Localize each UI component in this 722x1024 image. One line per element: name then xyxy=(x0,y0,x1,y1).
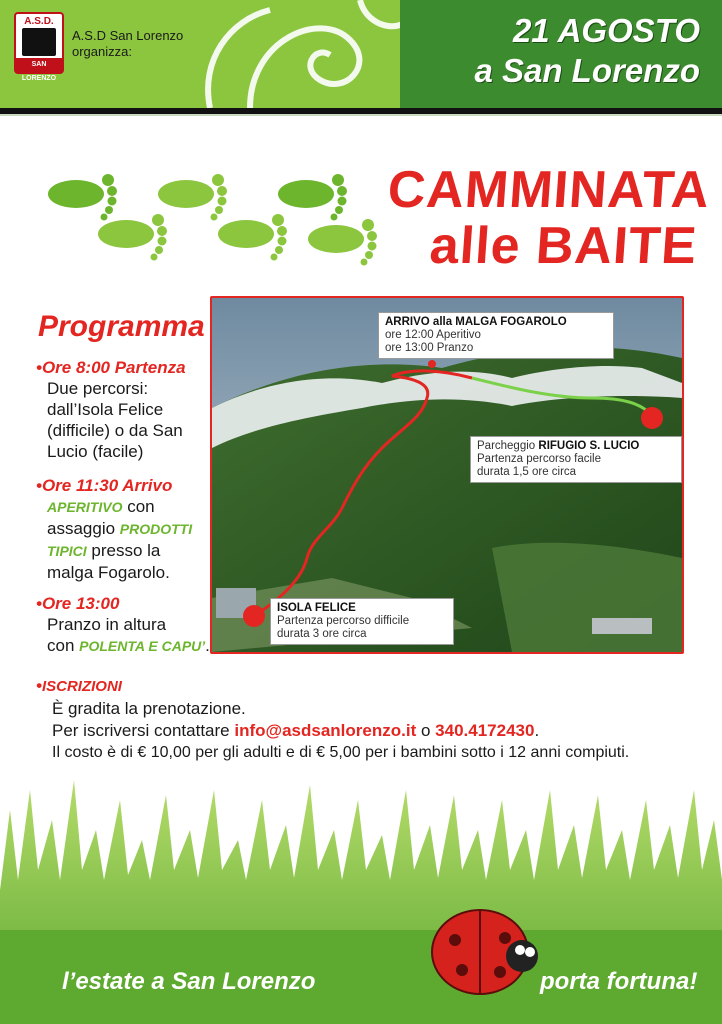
arrivo-label: ARRIVO alla MALGA FOGAROLO ore 12:00 Aperitivo ore 13:00 Pranzo xyxy=(378,312,614,359)
isola-felice-label: ISOLA FELICE Partenza percorso difficile durata 3 ore circa xyxy=(270,598,454,645)
programma-item-3-heading: •Ore 13:00 xyxy=(36,594,120,613)
iscrizioni-heading: •ISCRIZIONI xyxy=(36,676,122,695)
iscrizioni-line-3: Il costo è di € 10,00 per gli adulti e di € 5,00 per i bambini sotto i 12 anni compiuti. xyxy=(52,744,630,761)
programma-heading: Programma xyxy=(38,310,205,343)
footprint-icon xyxy=(278,174,347,221)
programma-item-2 xyxy=(36,476,216,583)
logo-top-text: A.S.D. xyxy=(24,16,54,27)
footprint-icon xyxy=(308,219,377,266)
contact-email[interactable]: info@asdsanlorenzo.it xyxy=(234,721,417,740)
organizer-name: A.S.D San Lorenzo xyxy=(72,28,184,43)
slogan-right: porta fortuna! xyxy=(540,968,698,995)
logo-bottom-text: SAN LORENZO xyxy=(16,58,62,72)
programma-item-1-text: Due percorsi: dall’Isola Felice (difficile) o da San Lucio (facile) xyxy=(47,379,183,461)
event-place: a San Lorenzo xyxy=(474,52,700,89)
logo-emblem xyxy=(22,28,56,56)
programma-item-3 xyxy=(36,594,216,657)
rifugio-marker xyxy=(641,407,663,429)
club-logo xyxy=(14,12,64,82)
event-title-line1: CAMMINATA xyxy=(385,161,712,219)
programma-item-1 xyxy=(36,358,216,462)
parcheggio-label: Parcheggio RIFUGIO S. LUCIO Partenza percorso facile durata 1,5 ore circa xyxy=(470,436,682,483)
footprint-icon xyxy=(98,214,167,261)
programma-item-3-text: Pranzo in altura con POLENTA E CAPU’. xyxy=(47,615,210,655)
slogan-left: l’estate a San Lorenzo xyxy=(62,968,316,995)
iscrizioni-line-1: È gradita la prenotazione. xyxy=(52,699,246,718)
footprints-decoration xyxy=(36,160,386,280)
programma-item-2-heading: •Ore 11:30 Arrivo xyxy=(36,476,173,495)
footprint-icon xyxy=(218,214,287,261)
route-map xyxy=(210,296,684,654)
organizer-subtitle: organizza: xyxy=(72,44,132,59)
programma-item-1-heading: •Ore 8:00 Partenza xyxy=(36,358,186,377)
header-divider-light xyxy=(0,114,722,116)
malga-marker xyxy=(428,360,436,368)
contact-phone[interactable]: 340.4172430 xyxy=(435,721,535,740)
programma-item-2-text: APERITIVO con assaggio PRODOTTI TIPICI presso la malga Fogarolo. xyxy=(47,497,193,582)
event-date: 21 AGOSTO xyxy=(512,12,700,49)
iscrizioni-line-2: Per iscriversi contattare info@asdsanlorenzo.it o 340.4172430. xyxy=(52,721,540,740)
event-title-line2: alle BAITE xyxy=(427,217,700,275)
footprint-icon xyxy=(158,174,227,221)
isola-felice-marker xyxy=(243,605,265,627)
footprint-icon xyxy=(48,174,117,221)
